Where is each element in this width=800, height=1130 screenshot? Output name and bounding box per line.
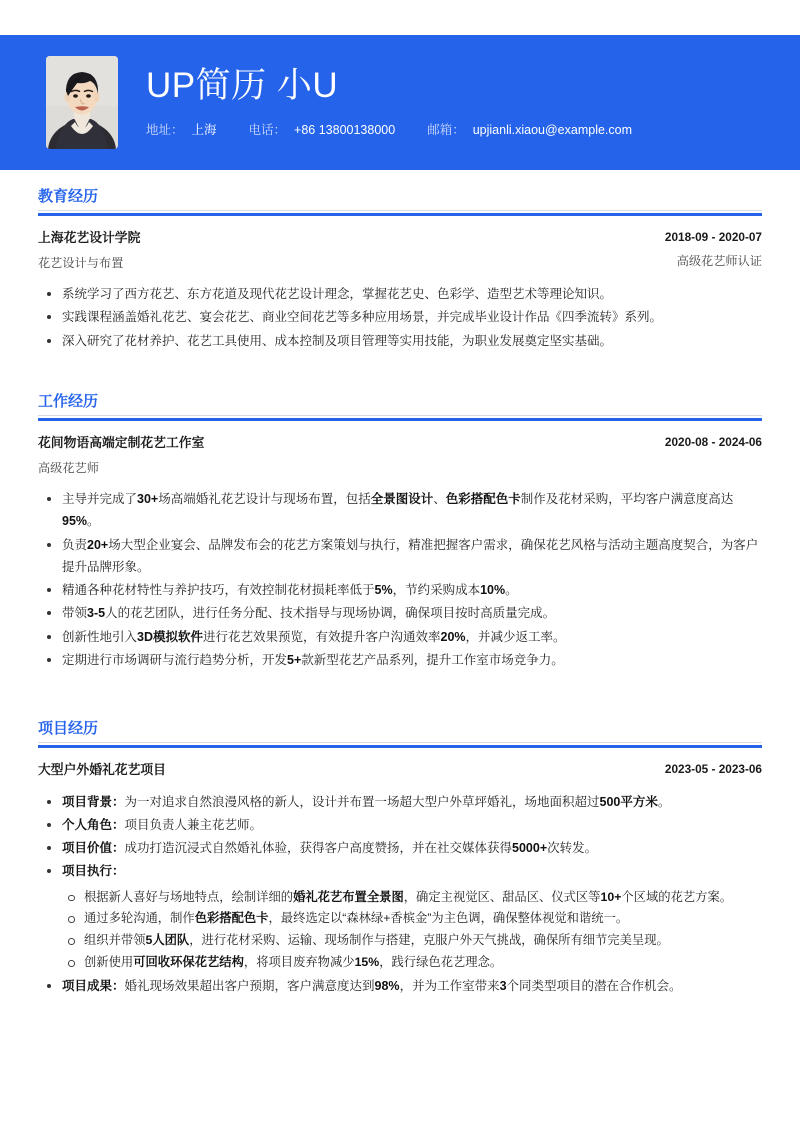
list-item: 定期进行市场调研与流行趋势分析，开发5+款新型花艺产品系列，提升工作室市场竞争力。 bbox=[38, 649, 762, 671]
education-date: 2018-09 - 2020-07 bbox=[664, 230, 762, 244]
education-major: 花艺设计与布置 bbox=[38, 255, 124, 270]
list-item: 项目价值：成功打造沉浸式自然婚礼体验，获得客户高度赞扬，并在社交媒体获得5000+次转发。 bbox=[38, 837, 762, 859]
education-school: 上海花艺设计学院 bbox=[38, 230, 141, 245]
portrait-illustration bbox=[46, 56, 118, 149]
education-certificate: 高级花艺师认证 bbox=[676, 254, 762, 269]
contact-list bbox=[146, 120, 632, 138]
list-item: 精通各种花材特性与养护技巧，有效控制花材损耗率低于5%，节约采购成本10%。 bbox=[38, 579, 762, 601]
avatar bbox=[46, 56, 118, 149]
list-item: 项目成果：婚礼现场效果超出客户预期，客户满意度达到98%，并为工作室带来3个同类型项目的潜在合作机会。 bbox=[38, 975, 762, 997]
list-item: 根据新人喜好与场地特点，绘制详细的婚礼花艺布置全景图，确定主视觉区、甜品区、仪式区等10+个区域的花艺方案。 bbox=[62, 887, 762, 909]
divider-top bbox=[38, 742, 762, 743]
page-title: UP简历 小U bbox=[146, 65, 339, 105]
divider-accent bbox=[38, 418, 762, 421]
list-item: 通过多轮沟通，制作色彩搭配色卡，最终选定以“森林绿+香槟金”为主色调，确保整体视觉和谐统一。 bbox=[62, 908, 762, 930]
project-bullet-list bbox=[38, 791, 762, 998]
section-project bbox=[38, 720, 762, 998]
divider-accent bbox=[38, 745, 762, 748]
header-text-block bbox=[146, 65, 632, 140]
divider-accent bbox=[38, 213, 762, 216]
section-title-project: 项目经历 bbox=[38, 720, 99, 737]
divider-top bbox=[38, 415, 762, 416]
project-date: 2023-05 - 2023-06 bbox=[664, 762, 762, 776]
contact-email-value[interactable]: upjianli.xiaou@example.com bbox=[472, 123, 633, 138]
list-item: 系统学习了西方花艺、东方花道及现代花艺设计理念，掌握花艺史、色彩学、造型艺术等理论知识。 bbox=[38, 283, 762, 305]
contact-phone-value: +86 13800138000 bbox=[294, 123, 396, 138]
list-item: 项目背景：为一对追求自然浪漫风格的新人，设计并布置一场超大型户外草坪婚礼，场地面积超过500平方米。 bbox=[38, 791, 762, 813]
work-entry-head bbox=[38, 434, 762, 477]
list-item: 创新性地引入3D模拟软件进行花艺效果预览，有效提升客户沟通效率20%，并减少返工率。 bbox=[38, 626, 762, 648]
list-item: 负责20+场大型企业宴会、品牌发布会的花艺方案策划与执行，精准把握客户需求，确保花艺风格与活动主题高度契合，为客户提升品牌形象。 bbox=[38, 534, 762, 579]
list-item: 组织并带领5人团队，进行花材采购、运输、现场制作与搭建，克服户外天气挑战，确保所有细节完美呈现。 bbox=[62, 930, 762, 952]
work-bullet-list bbox=[38, 488, 762, 671]
resume-header bbox=[0, 35, 800, 170]
contact-phone bbox=[249, 120, 396, 138]
section-title-work: 工作经历 bbox=[38, 393, 99, 410]
contact-phone-label: 电话： bbox=[248, 123, 287, 138]
list-item: 主导并完成了30+场高端婚礼花艺设计与现场布置，包括全景图设计、色彩搭配色卡制作及花材采购，平均客户满意度高达95%。 bbox=[38, 488, 762, 533]
list-item: 个人角色：项目负责人兼主花艺师。 bbox=[38, 814, 762, 836]
project-execution-sublist bbox=[62, 887, 762, 975]
education-bullet-list bbox=[38, 283, 762, 352]
project-execution-label: 项目执行： bbox=[62, 864, 125, 879]
contact-address-label: 地址： bbox=[146, 123, 184, 138]
list-item: 带领3-5人的花艺团队，进行任务分配、技术指导与现场协调，确保项目按时高质量完成。 bbox=[38, 602, 762, 624]
list-item bbox=[38, 860, 762, 974]
project-entry-head bbox=[38, 761, 762, 780]
education-entry-head bbox=[38, 229, 762, 272]
divider-top bbox=[38, 210, 762, 211]
list-item: 深入研究了花材养护、花艺工具使用、成本控制及项目管理等实用技能，为职业发展奠定坚实基础。 bbox=[38, 330, 762, 352]
contact-address-value: 上海 bbox=[191, 123, 217, 138]
contact-email-label: 邮箱： bbox=[427, 123, 465, 138]
work-date: 2020-08 - 2024-06 bbox=[664, 435, 762, 449]
list-item: 实践课程涵盖婚礼花艺、宴会花艺、商业空间花艺等多种应用场景，并完成毕业设计作品《四季流转》系列。 bbox=[38, 306, 762, 328]
work-role: 高级花艺师 bbox=[38, 460, 99, 475]
section-work bbox=[38, 393, 762, 672]
work-company: 花间物语高端定制花艺工作室 bbox=[38, 435, 205, 450]
section-education bbox=[38, 188, 762, 353]
section-title-education: 教育经历 bbox=[38, 188, 99, 205]
project-name: 大型户外婚礼花艺项目 bbox=[38, 762, 166, 777]
contact-address bbox=[146, 120, 217, 138]
contact-email bbox=[427, 120, 632, 138]
list-item: 创新使用可回收环保花艺结构，将项目废弃物减少15%，践行绿色花艺理念。 bbox=[62, 952, 762, 974]
